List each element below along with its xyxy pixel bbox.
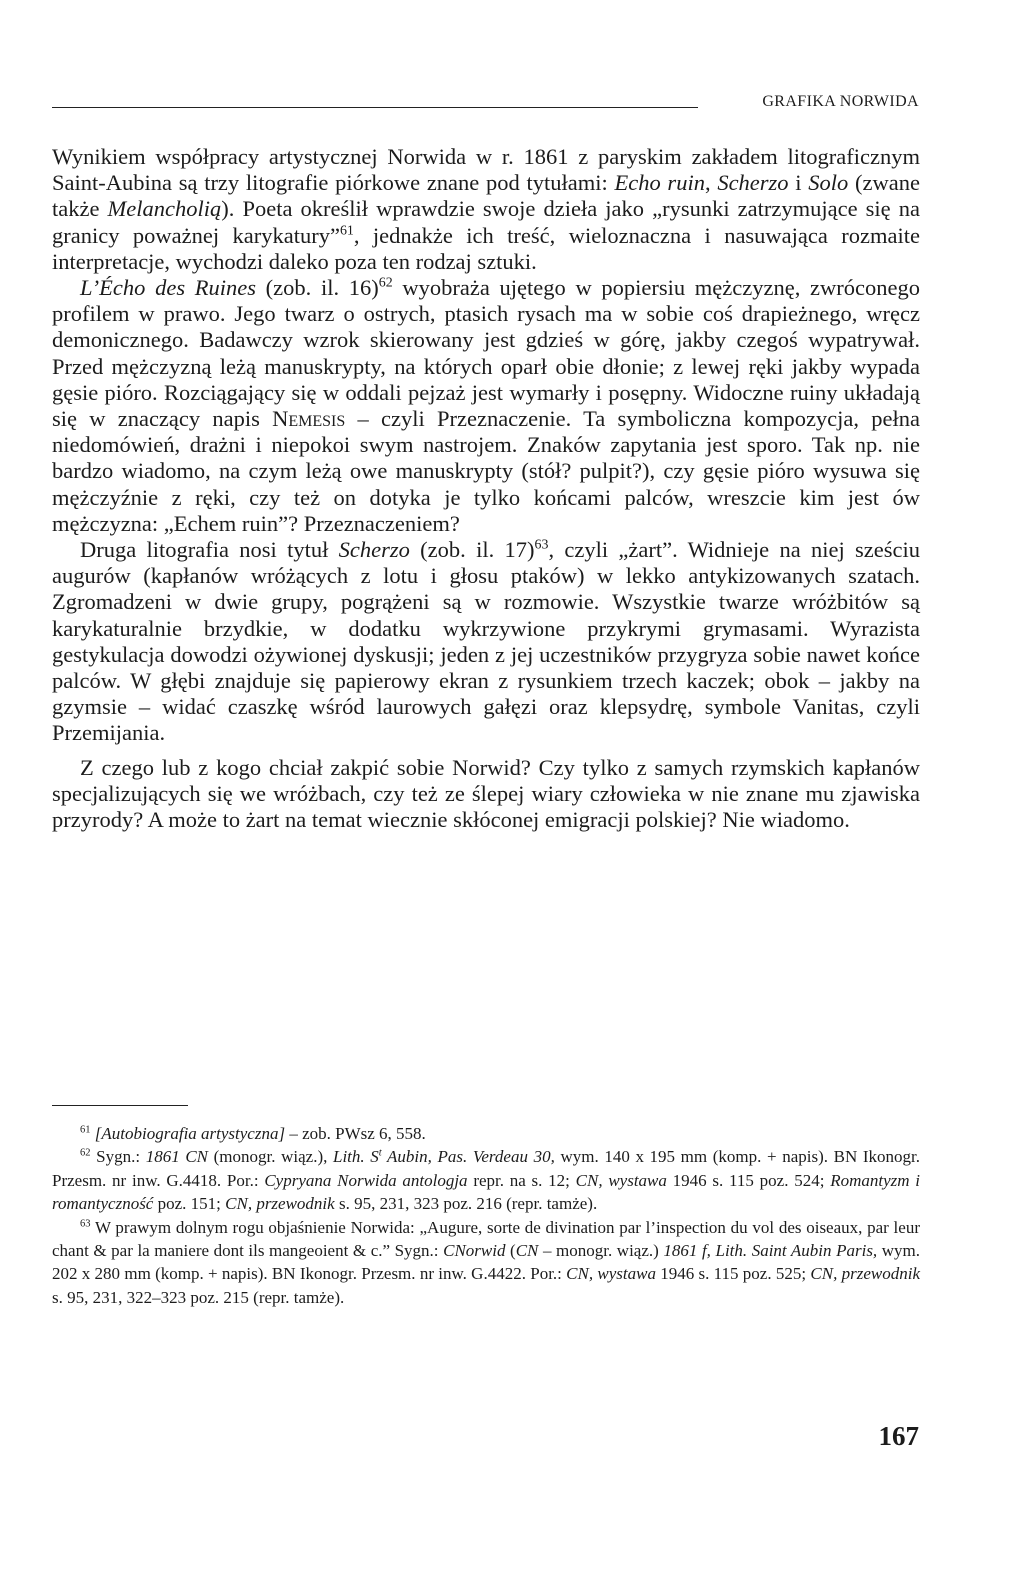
footnote-rule: [52, 1105, 188, 1106]
title-melancholia: Melancholią: [107, 196, 222, 222]
page-number: 167: [878, 1421, 919, 1451]
paragraph-3: Druga litografia nosi tytuł Scherzo (zob. il. 17)$^{63}$, czyli „żart”. Widnieje na niej sześciu augurów (kapłanów wróżących z lotu i głosu ptaków) w lekko antykizowanych szatach. Zgromadzeni w dwie grupy, pogrążeni są w rozmowie. Wszystkie twarze wróżbitów są karykaturalnie brzydkie, w dodatku wykrzywione przykrymi grymasami. Wyrazista gestykulacja dowodzi ożywionej dyskusji; jeden z jej uczestników przygryza sobie nawet końce palców. W głębi znajduje się papierowy ekran z rysunkiem trzech kaczek; obok – jakby na gzymsie – widać czaszkę wśród laurowych gałęzi oraz klepsydrę, symbole Vanitas, czyli Przemijania.: [52, 537, 920, 746]
header-rule: [52, 107, 698, 108]
footnote-62: $^{62}$ Sygn.: 1861 CN (monogr. wiąz.), Lith. $S^t$ Aubin, Pas. Verdeau 30, wym. 140 x 195 mm (komp. + napis). BN Ikonogr. Przesm. nr inw. G.4418. Por.: Cypryana Norwida antologja repr. na s. 12; CN, wystawa 1946 s. 115 poz. 524; Romantyzm i romantyczność poz. 151; CN, przewodnik s. 95, 231, 323 poz. 216 (repr. tamże).: [52, 1147, 921, 1214]
footnote-61: $^{61}$ [Autobiografia artystyczna] – zob. PWsz 6, 558.: [80, 1124, 426, 1143]
footnote-63: $^{63}$ W prawym dolnym rogu objaśnienie Norwida: „Augure, sorte de divination par l’inspection du vol des oiseaux, par leur chant & par la maniere dont ils mangeoient & c.” Sygn.: CNorwid (CN – monogr. wiąz.) 1861 f, Lith. Saint Aubin Paris, wym. 202 x 280 mm (komp. + napis). BN Ikonogr. Przesm. nr inw. G.4422. Por.: CN, wystawa 1946 s. 115 poz. 525; CN, przewodnik s. 95, 231, 322–323 poz. 215 (repr. tamże).: [52, 1217, 921, 1307]
footnote-ref-62: 62: [378, 275, 393, 291]
footnote-ref-63: 63: [534, 537, 549, 553]
title-echo-ruin: Echo ruin: [614, 170, 705, 196]
footnote-ref-61: 61: [339, 223, 354, 239]
paragraph-2: L’Écho des Ruines (zob. il. 16)$^{62}$ wyobraża ujętego w popiersiu mężczyznę, zwróconego profilem w prawo. Jego twarz o ostrych, ptasich rysach ma w sobie coś drapieżnego, wręcz demonicznego. Badawczy wzrok skierowany jest gdzieś w górę, jakby czegoś wypatrywał. Przed mężczyzną leżą manuskrypty, na których oparł obie dłonie; z lewej ręki jakby wypada gęsie pióro. Rozciągający się w oddali pejzaż jest wymarły i posępny. Widoczne ruiny układają się w znaczący napis Nemesis – czyli Przeznaczenie. Ta symboliczna kompozycja, pełna niedomówień, drażni i niepokoi swym nastrojem. Znaków zapytania jest sporo. Tak np. nie bardzo wiadomo, na czym leżą owe manuskrypty (stół? pulpit?), czy gęsie pióro wysuwa się mężczyźnie z ręki, czy też on dotyka je tylko końcami palców, wreszcie kim jest ów mężczyzna: „Echem ruin”? Przeznaczeniem?: [52, 275, 920, 536]
title-scherzo-2: Scherzo: [338, 537, 410, 563]
paragraph-1: Wynikiem współpracy artystycznej Norwida w r. 1861 z paryskim zakładem litograficznym Saint-Aubina są trzy litografie piórkowe znane pod tytułami: Echo ruin, Scherzo i Solo (zwane także Melancholią). Poeta określił wprawdzie swoje dzieła jako „rysunki zatrzymujące się na granicy poważnej karykatury”$^{61}$, jednakże ich treść, wieloznaczna i nasuwająca rozmaite interpretacje, wychodzi daleko poza ten rodzaj sztuki.: [52, 144, 920, 274]
title-scherzo: Scherzo: [717, 170, 789, 196]
footnotes: [52, 1122, 920, 1309]
main-text: [52, 144, 920, 833]
nemesis-word: Nemesis: [272, 406, 346, 432]
title-echo-des-ruines: L’Écho des Ruines: [80, 275, 256, 301]
title-solo: Solo: [808, 170, 849, 196]
paragraph-4: Z czego lub z kogo chciał zakpić sobie Norwid? Czy tylko z samych rzymskich kapłanów specjalizujących się we wróżbach, czy też ze ślepej wiary człowieka w nie znane mu zjawiska przyrody? A może to żart na temat wiecznie skłóconej emigracji polskiej? Nie wiadomo.: [52, 754, 920, 833]
running-header: GRAFIKA NORWIDA: [762, 93, 919, 110]
